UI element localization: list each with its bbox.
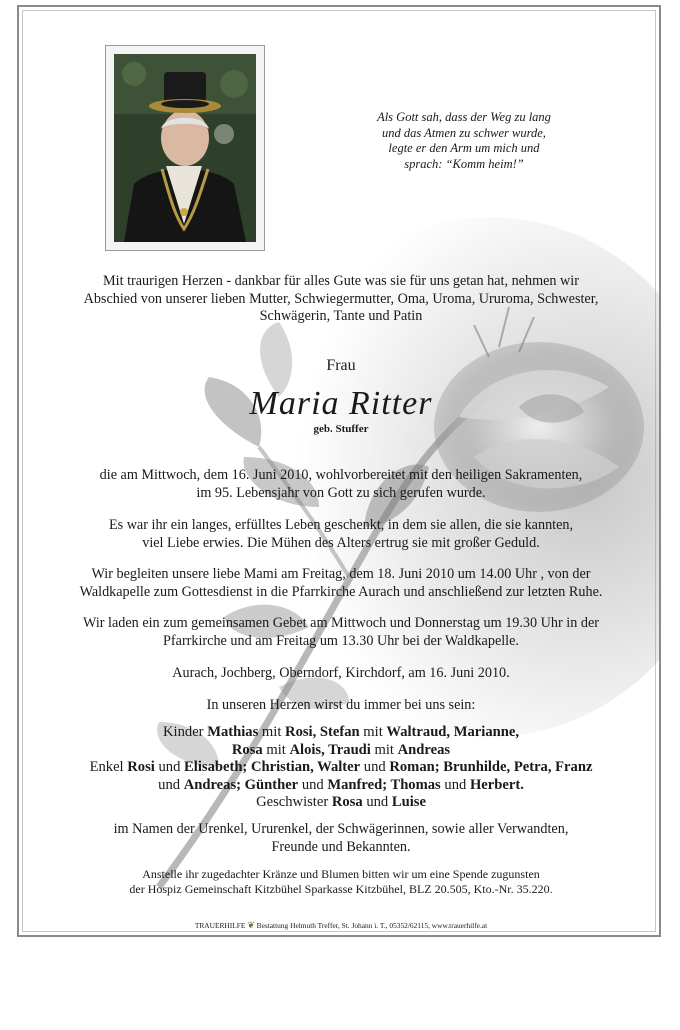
sibling-name: Rosa (331, 794, 363, 810)
life-paragraph (39, 517, 643, 552)
life-line: viel Liebe erwies. Die Mühen des Alters ertrug sie mit großer Geduld. (142, 534, 540, 551)
child-name: Mathias (207, 724, 259, 740)
donation-note (39, 867, 643, 897)
siblings-line (29, 794, 653, 812)
passing-line: die am Mittwoch, dem 16. Juni 2010, wohlvorbereitet mit den heiligen Sakramenten, (99, 467, 583, 483)
prayer-line: Pfarrkirche und am Freitag um 13.30 Uhr bei der Waldkapelle. (163, 632, 519, 649)
intro-line: Schwägerin, Tante und Patin (259, 308, 423, 324)
footer-text: Bestattung Helmuth Treffer, St. Johann i. T., 05352/62115, www.trauerhilfe.at (256, 921, 488, 930)
grandchild-name: Roman; Brunhilde, Petra, Franz (389, 759, 593, 775)
connector: und (366, 794, 389, 810)
connector: mit (363, 724, 383, 740)
donation-line: der Hospiz Gemeinschaft Kitzbühel Sparkasse Kitzbühel, BLZ 20.505, Kto.-Nr. 35.220. (129, 882, 553, 896)
intro-line: Abschied von unserer lieben Mutter, Schwiegermutter, Oma, Uroma, Ururoma, Schwester, (83, 290, 599, 307)
prayer-paragraph (39, 615, 643, 650)
grandchild-name: Rosi (127, 759, 155, 775)
maiden-name: geb. Stuffer (313, 423, 369, 435)
memorial-quote (349, 110, 579, 172)
quote-line: legte er den Arm um mich und (388, 141, 540, 155)
intro-line: Mit traurigen Herzen - dankbar für alles Gute was sie für uns getan hat, nehmen wir (103, 273, 579, 289)
grandchildren-line-1 (29, 759, 653, 777)
sibling-name: Luise (391, 794, 426, 810)
quote-line: und das Atmen zu schwer wurde, (382, 125, 546, 140)
quote-line: sprach: “Komm heim!” (404, 156, 524, 171)
children-line-2 (29, 742, 653, 760)
connector: und (301, 776, 324, 793)
place-date: Aurach, Jochberg, Oberndorf, Kirchdorf, am 16. Juni 2010. (172, 665, 510, 681)
grandchild-name: Manfred; Thomas (327, 776, 441, 793)
prayer-line: Wir laden ein zum gemeinsamen Gebet am Mittwoch und Donnerstag um 19.30 Uhr in der (83, 615, 599, 631)
child-name: Andreas (397, 741, 451, 758)
child-name: Rosa (231, 741, 263, 758)
passing-line: im 95. Lebensjahr von Gott zu sich gerufen wurde. (196, 484, 486, 501)
connector: mit (266, 741, 286, 758)
donation-line: Anstelle ihr zugedachter Kränze und Blumen bitten wir um eine Spende zugunsten (142, 867, 540, 881)
child-name: Alois, Traudi (289, 741, 371, 758)
connector: mit (261, 724, 282, 740)
relatives-paragraph (39, 821, 643, 856)
siblings-label: Geschwister (256, 794, 329, 810)
child-name: Rosi, Stefan (285, 724, 360, 740)
intro-paragraph (39, 273, 643, 326)
honorific: Frau (326, 357, 356, 374)
life-line: Es war ihr ein langes, erfülltes Leben geschenkt, in dem sie allen, die sie kannten, (108, 517, 574, 533)
funeral-paragraph (39, 566, 643, 601)
grandchild-name: Herbert. (469, 776, 524, 793)
children-line-1 (29, 724, 653, 742)
grandchild-name: Andreas; Günther (183, 776, 299, 793)
connector: und (158, 776, 181, 793)
deceased-name: Maria Ritter (249, 385, 433, 422)
family-list (29, 724, 653, 812)
footer-imprint (19, 920, 661, 931)
grandchildren-label: Enkel (89, 759, 124, 775)
child-name: Waltraud, Marianne, (386, 724, 519, 740)
funeral-line: Waldkapelle zum Gottesdienst in die Pfarrkirche Aurach und anschließend zur letzten Ruhe. (79, 583, 603, 600)
grandchild-name: Elisabeth; Christian, Walter (184, 759, 361, 775)
relatives-line: im Namen der Urenkel, Ururenkel, der Schwägerinnen, sowie aller Verwandten, (113, 821, 569, 837)
quote-line: Als Gott sah, dass der Weg zu lang (377, 110, 551, 124)
farewell-line: In unseren Herzen wirst du immer bei uns sein: (206, 697, 476, 713)
passing-paragraph (39, 467, 643, 502)
portrait-frame (105, 45, 265, 251)
leaf-icon: ❦ (247, 920, 255, 930)
relatives-line: Freunde und Bekannten. (271, 838, 411, 855)
connector: und (363, 759, 386, 775)
connector: mit (374, 741, 394, 758)
portrait-photo (114, 54, 256, 242)
obituary-sheet (17, 5, 661, 937)
footer-brand: TRAUERHILFE (194, 921, 246, 930)
funeral-line: Wir begleiten unsere liebe Mami am Freitag, dem 18. Juni 2010 um 14.00 Uhr , von der (91, 566, 591, 582)
connector: und (158, 759, 181, 775)
children-label: Kinder (163, 724, 204, 740)
connector: und (444, 776, 467, 793)
grandchildren-line-2 (29, 777, 653, 795)
